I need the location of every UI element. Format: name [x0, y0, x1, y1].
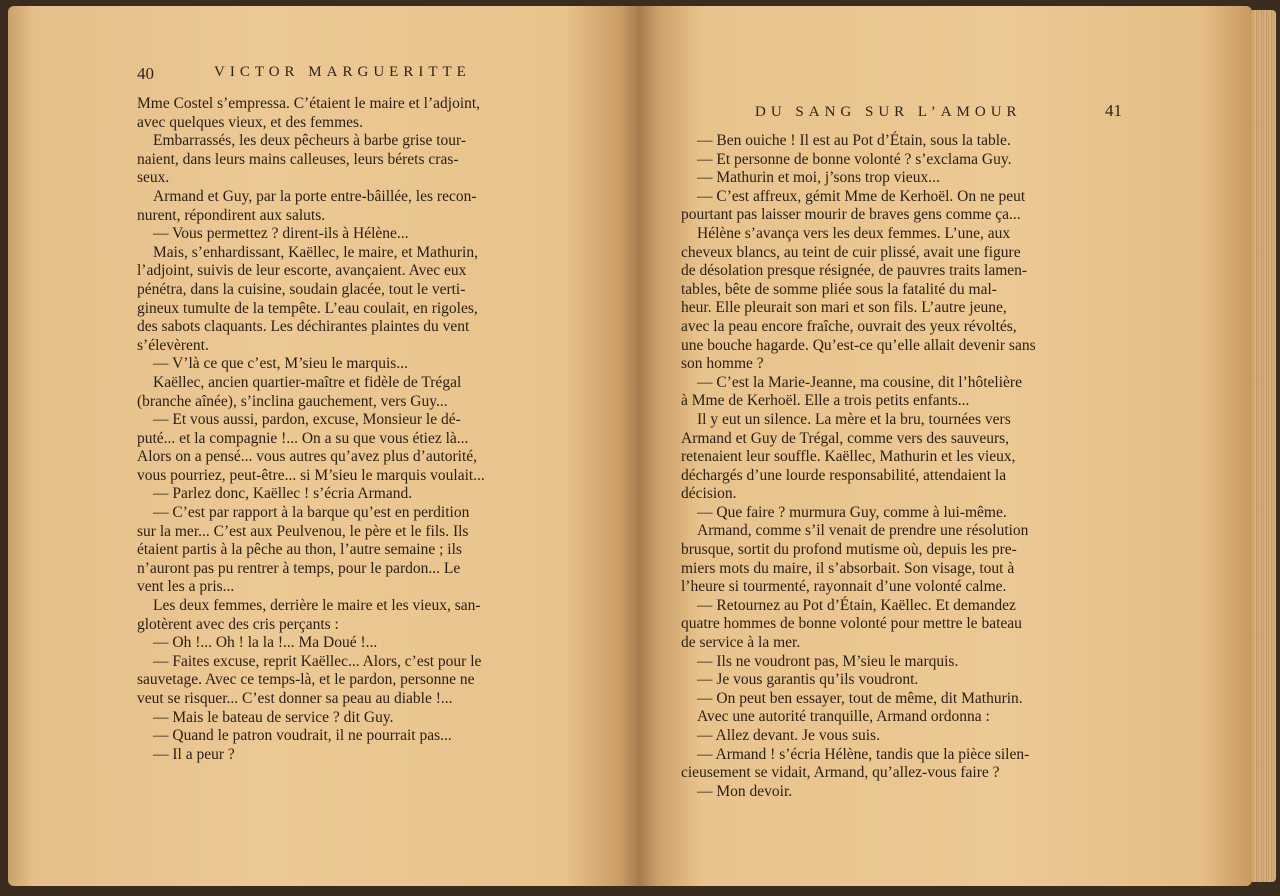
text-line: avec la peau encore fraîche, ouvrait des yeux révoltés, [681, 317, 1017, 335]
left-page-number: 40 [137, 64, 154, 83]
text-line: — Allez devant. Je vous suis. [697, 727, 880, 744]
text-line: déchargés d’une lourde responsabilité, attendaient la [681, 466, 1007, 484]
text-line: cieusement se vidait, Armand, qu’allez-vous faire ? [681, 764, 1000, 782]
text-line: Armand, comme s’il venait de prendre une résolution [697, 522, 1029, 540]
text-line: Hélène s’avança vers les deux femmes. L’une, aux [697, 224, 1011, 242]
text-line: Il y eut un silence. La mère et la bru, tournées vers [697, 410, 1011, 428]
text-line: — V’là ce que c’est, M’sieu le marquis... [153, 355, 408, 373]
text-line: glotèrent avec des cris perçants : [137, 615, 339, 633]
text-line: — Armand ! s’écria Hélène, tandis que la pièce silen- [697, 745, 1030, 763]
text-line: tables, bête de somme pliée sous la fatalité du mal- [681, 280, 997, 298]
text-line: Kaëllec, ancien quartier-maître et fidèle de Trégal [153, 373, 462, 391]
text-line: s’élevèrent. [137, 336, 209, 354]
right-page-text [681, 132, 1127, 801]
text-line: Mme Costel s’empressa. C’étaient le maire et l’adjoint, [137, 95, 481, 112]
text-line: pourtant pas laisser mourir de braves gens comme ça... [681, 206, 1021, 224]
text-line: naient, dans leurs mains calleuses, leurs bérets cras- [137, 150, 459, 168]
text-line: l’adjoint, suivis de leur escorte, avançaient. Avec eux [137, 262, 467, 280]
text-line: — C’est la Marie-Jeanne, ma cousine, dit l’hôtelière [697, 373, 1022, 391]
text-line: veut se risquer... C’est donner sa peau au diable !... [137, 690, 453, 707]
text-line: décision. [681, 485, 737, 503]
text-line: Alors on a pensé... vous autres qu’avez plus d’autorité, [137, 448, 478, 466]
text-line: l’heure si tourmenté, rayonnait d’une volonté calme. [681, 578, 1007, 596]
text-line: — C’est par rapport à la barque qu’est en perdition [153, 504, 470, 522]
text-line: — Et vous aussi, pardon, excuse, Monsieur le dé- [153, 411, 461, 429]
text-line: avec quelques vieux, et des femmes. [137, 113, 363, 131]
right-running-head: DU SANG SUR L’AMOUR [755, 104, 1022, 120]
text-line: Mais, s’enhardissant, Kaëllec, le maire, et Mathurin, [153, 243, 478, 261]
text-line: pénétra, dans la cuisine, soudain glacée, tout le verti- [137, 280, 466, 298]
text-line: des sabots claquants. Les déchirantes plaintes du vent [137, 318, 470, 336]
text-line: nurent, répondirent aux saluts. [137, 206, 326, 224]
text-line: — Retournez au Pot d’Étain, Kaëllec. Et demandez [697, 596, 1016, 614]
text-line: puté... et la compagnie !... On a su que vous étiez là... [137, 429, 469, 447]
text-line: cheveux blancs, au teint de cuir plissé, avait une figure [681, 243, 1021, 261]
text-line: — Je vous garantis qu’ils voudront. [697, 671, 919, 689]
text-line: retenaient leur souffle. Kaëllec, Mathurin et les vieux, [681, 448, 1016, 466]
text-line: — Et personne de bonne volonté ? s’exclama Guy. [697, 150, 1012, 168]
left-running-head: VICTOR MARGUERITTE [214, 64, 471, 80]
text-line: — Oh !... Oh ! la la !... Ma Doué !... [153, 634, 378, 652]
text-line: n’auront pas pu rentrer à temps, pour le pardon... Le [137, 559, 461, 577]
text-line: — Faites excuse, reprit Kaëllec... Alors, c’est pour le [153, 652, 482, 670]
text-line: — Il a peur ? [153, 745, 235, 763]
text-line: quatre hommes de bonne volonté pour mettre le bateau [681, 615, 1022, 633]
text-line: sauvetage. Avec ce temps-là, et le pardon, personne ne [137, 671, 475, 689]
text-line: brusque, sortit du profond mutisme où, depuis les pre- [681, 541, 1017, 559]
left-page [8, 6, 640, 886]
right-page-number: 41 [1105, 101, 1122, 120]
text-line: son homme ? [681, 355, 764, 373]
text-line: Armand et Guy de Trégal, comme vers des sauveurs, [681, 429, 1010, 447]
text-line: miers mots du maire, il s’absorbait. Son visage, tout à [681, 559, 1015, 577]
text-line: — Vous permettez ? dirent-ils à Hélène... [153, 225, 409, 243]
text-line: — Mathurin et moi, j’sons trop vieux... [697, 169, 940, 187]
text-line: de service à la mer. [681, 634, 801, 652]
text-line: à Mme de Kerhoël. Elle a trois petits enfants... [681, 392, 970, 410]
text-line: — Ils ne voudront pas, M’sieu le marquis. [697, 652, 959, 670]
text-line: (branche aînée), s’inclina gauchement, vers Guy... [137, 392, 448, 410]
text-line: étaient partis à la pêche au thon, l’autre semaine ; ils [137, 541, 462, 559]
text-line: — C’est affreux, gémit Mme de Kerhoël. On ne peut [697, 187, 1026, 205]
text-line: Avec une autorité tranquille, Armand ordonna : [697, 708, 990, 726]
text-line: gineux tumulte de la tempête. L’eau coulait, en rigoles, [137, 299, 478, 317]
text-line: Les deux femmes, derrière le maire et les vieux, san- [153, 597, 481, 615]
text-line: seux. [137, 169, 170, 187]
text-line: heur. Elle pleurait son mari et son fils. L’autre jeune, [681, 299, 1007, 317]
left-page-text [137, 95, 563, 764]
text-line: — Quand le patron voudrait, il ne pourrait pas... [153, 727, 452, 745]
text-line: sur la mer... C’est aux Peulvenou, le père et le fils. Ils [137, 522, 469, 540]
text-line: Armand et Guy, par la porte entre-bâillée, les recon- [153, 187, 477, 205]
text-line: vent les a pris... [137, 578, 235, 596]
text-line: Embarrassés, les deux pêcheurs à barbe grise tour- [153, 132, 467, 150]
text-line: vous pourriez, peut-être... si M’sieu le marquis voulait... [137, 466, 485, 484]
right-page [640, 6, 1252, 886]
text-line: de désolation presque résignée, de pauvres traits lamen- [681, 262, 1028, 280]
text-line: — Que faire ? murmura Guy, comme à lui-même. [697, 503, 1007, 521]
text-line: — Parlez donc, Kaëllec ! s’écria Armand. [153, 485, 413, 503]
text-line: — Ben ouiche ! Il est au Pot d’Étain, sous la table. [697, 132, 1011, 149]
text-line: — Mon devoir. [697, 782, 793, 800]
page-edges [1252, 10, 1276, 882]
text-line: — Mais le bateau de service ? dit Guy. [153, 708, 394, 726]
text-line: — On peut ben essayer, tout de même, dit Mathurin. [697, 689, 1023, 707]
text-line: une bouche hagarde. Qu’est-ce qu’elle allait devenir sans [681, 336, 1036, 354]
